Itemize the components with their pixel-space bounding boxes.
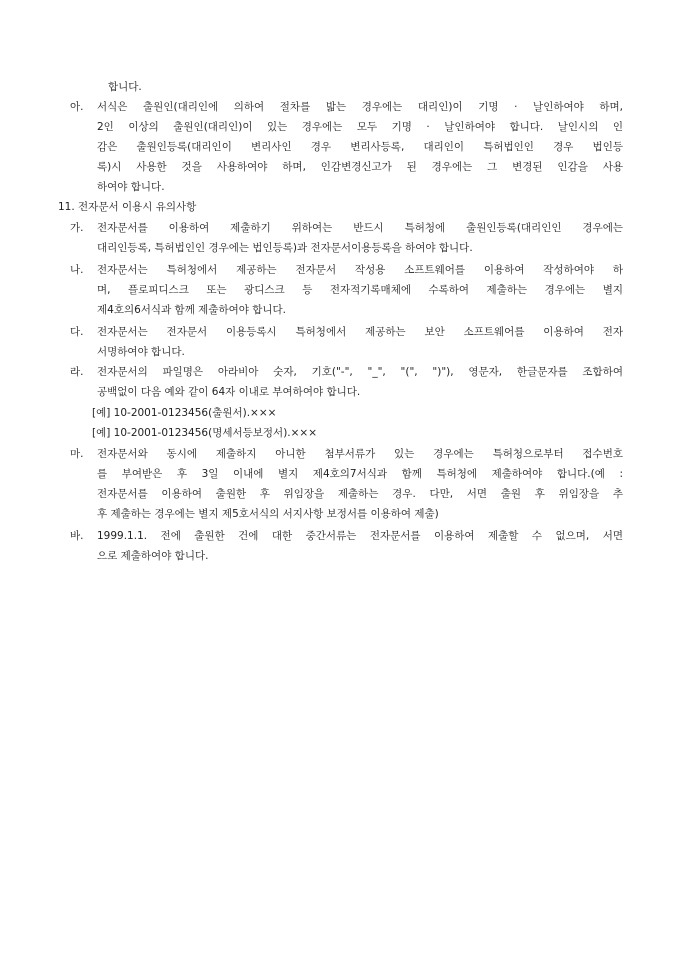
item-line: 를 부여받은 후 3일 이내에 별지 제4호의7서식과 함께 특허청에 제출하여야 합니다.(예 :: [97, 468, 623, 480]
item-body: [97, 444, 623, 524]
item-a-line: 감은 출원인등록(대리인이 변리사인 경우 변리사등록, 대리인이 특허법인인 경우 법인등: [97, 141, 623, 153]
item-line: 서명하여야 합니다.: [97, 346, 185, 358]
item-body: [97, 322, 623, 362]
item-line: 전자문서와 동시에 제출하지 아니한 첨부서류가 있는 경우에는 특허청으로부터 접수번호: [97, 448, 623, 460]
item-a-line: 하여야 합니다.: [97, 181, 165, 193]
continuation-text: 합니다.: [108, 81, 142, 93]
item-line: 며, 플로피디스크 또는 광디스크 등 전자적기록매체에 수록하여 제출하는 경우에는 별지: [97, 284, 623, 296]
item-a-line: 서식은 출원인(대리인에 의하여 절차를 밟는 경우에는 대리인)이 기명 · 날인하여야 하며,: [97, 101, 623, 113]
item-line: 전자문서의 파일명은 아라비아 숫자, 기호("-", "_", "(", ")"), 영문자, 한글문자를 조합하여: [97, 366, 623, 378]
item-line: 1999.1.1. 전에 출원한 건에 대한 중간서류는 전자문서를 이용하여 제출할 수 없으며, 서면: [97, 530, 623, 542]
example-line: [예] 10-2001-0123456(명세서등보정서).×××: [92, 427, 318, 439]
item-line: 전자문서를 이용하여 제출하기 위하여는 반드시 특허청에 출원인등록(대리인인 경우에는: [97, 222, 623, 234]
item-line: 후 제출하는 경우에는 별지 제5호서식의 서지사항 보정서를 이용하여 제출): [97, 508, 439, 520]
item-marker-a: 아.: [70, 101, 84, 113]
item-body: [97, 218, 623, 258]
item-a-line: 록)시 사용한 것을 사용하여야 하며, 인감변경신고가 된 경우에는 그 변경된 인감을 사용: [97, 161, 623, 173]
item-marker: 나.: [70, 264, 84, 276]
item-line: 으로 제출하여야 합니다.: [97, 550, 209, 562]
item-line: 전자문서를 이용하여 출원한 후 위임장을 제출하는 경우. 다만, 서면 출원 후 위임장을 추: [97, 488, 623, 500]
item-marker: 다.: [70, 326, 84, 338]
section-heading: 11. 전자문서 이용시 유의사항: [58, 201, 197, 213]
item-body: [97, 260, 623, 320]
item-marker: 가.: [70, 222, 84, 234]
item-line: 전자문서는 전자문서 이용등록시 특허청에서 제공하는 보안 소프트웨어를 이용하여 전자: [97, 326, 623, 338]
item-line: 전자문서는 특허청에서 제공하는 전자문서 작성용 소프트웨어를 이용하여 작성하여야 하: [97, 264, 623, 276]
example-line: [예] 10-2001-0123456(출원서).×××: [92, 407, 277, 419]
item-a-line: 2인 이상의 출원인(대리인)이 있는 경우에는 모두 기명 · 날인하여야 합니다. 날인시의 인: [97, 121, 623, 133]
item-line: 제4호의6서식과 함께 제출하여야 합니다.: [97, 304, 286, 316]
item-line: 대리인등록, 특허법인인 경우에는 법인등록)과 전자문서이용등록을 하여야 합니다.: [97, 242, 473, 254]
item-marker: 바.: [70, 530, 84, 542]
item-marker: 마.: [70, 448, 84, 460]
item-marker: 라.: [70, 366, 84, 378]
item-body: [97, 526, 623, 566]
item-body: [97, 362, 623, 402]
item-a-body: [97, 97, 623, 197]
item-line: 공백없이 다음 예와 같이 64자 이내로 부여하여야 합니다.: [97, 386, 361, 398]
